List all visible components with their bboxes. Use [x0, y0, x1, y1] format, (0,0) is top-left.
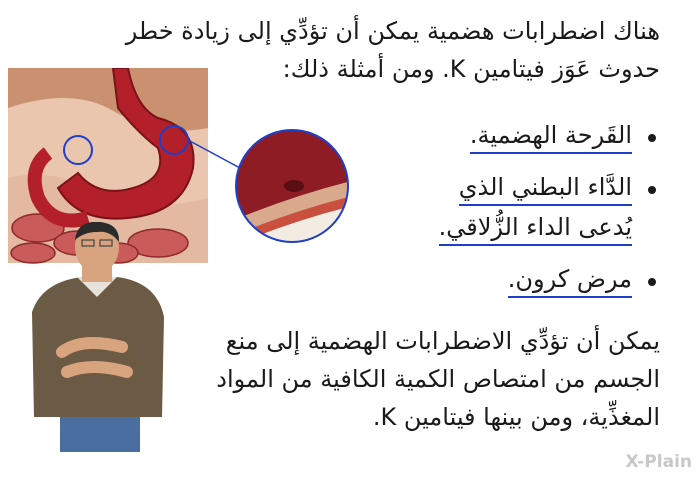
list-item: [360, 170, 660, 246]
bullet-celiac-line1: الدَّاء البطني الذي: [459, 170, 632, 206]
xplain-logo: X-Plain: [625, 452, 692, 472]
bullet-peptic-ulcer: القَرحة الهضمية.: [470, 118, 632, 154]
outro-paragraph: يمكن أن تؤدِّي الاضطرابات الهضمية إلى منع الجسم من امتصاص الكمية الكافية من المواد المغذِّية، ومن بينها فيتامين K.: [216, 327, 660, 431]
bullet-crohns: مرض كرون.: [508, 262, 632, 298]
examples-list: [360, 118, 660, 314]
intro-paragraph: هناك اضطرابات هضمية يمكن أن تؤدِّي إلى زيادة خطر حدوث عَوَز فيتامين K. ومن أمثلة ذلك:: [125, 17, 660, 83]
magnifier-circle: [232, 126, 352, 246]
bullet-celiac-line2: يُدعى الداء الزُّلاقي.: [439, 210, 632, 246]
list-item: [360, 118, 660, 154]
list-item: [360, 262, 660, 298]
man-holding-stomach: [22, 222, 172, 452]
